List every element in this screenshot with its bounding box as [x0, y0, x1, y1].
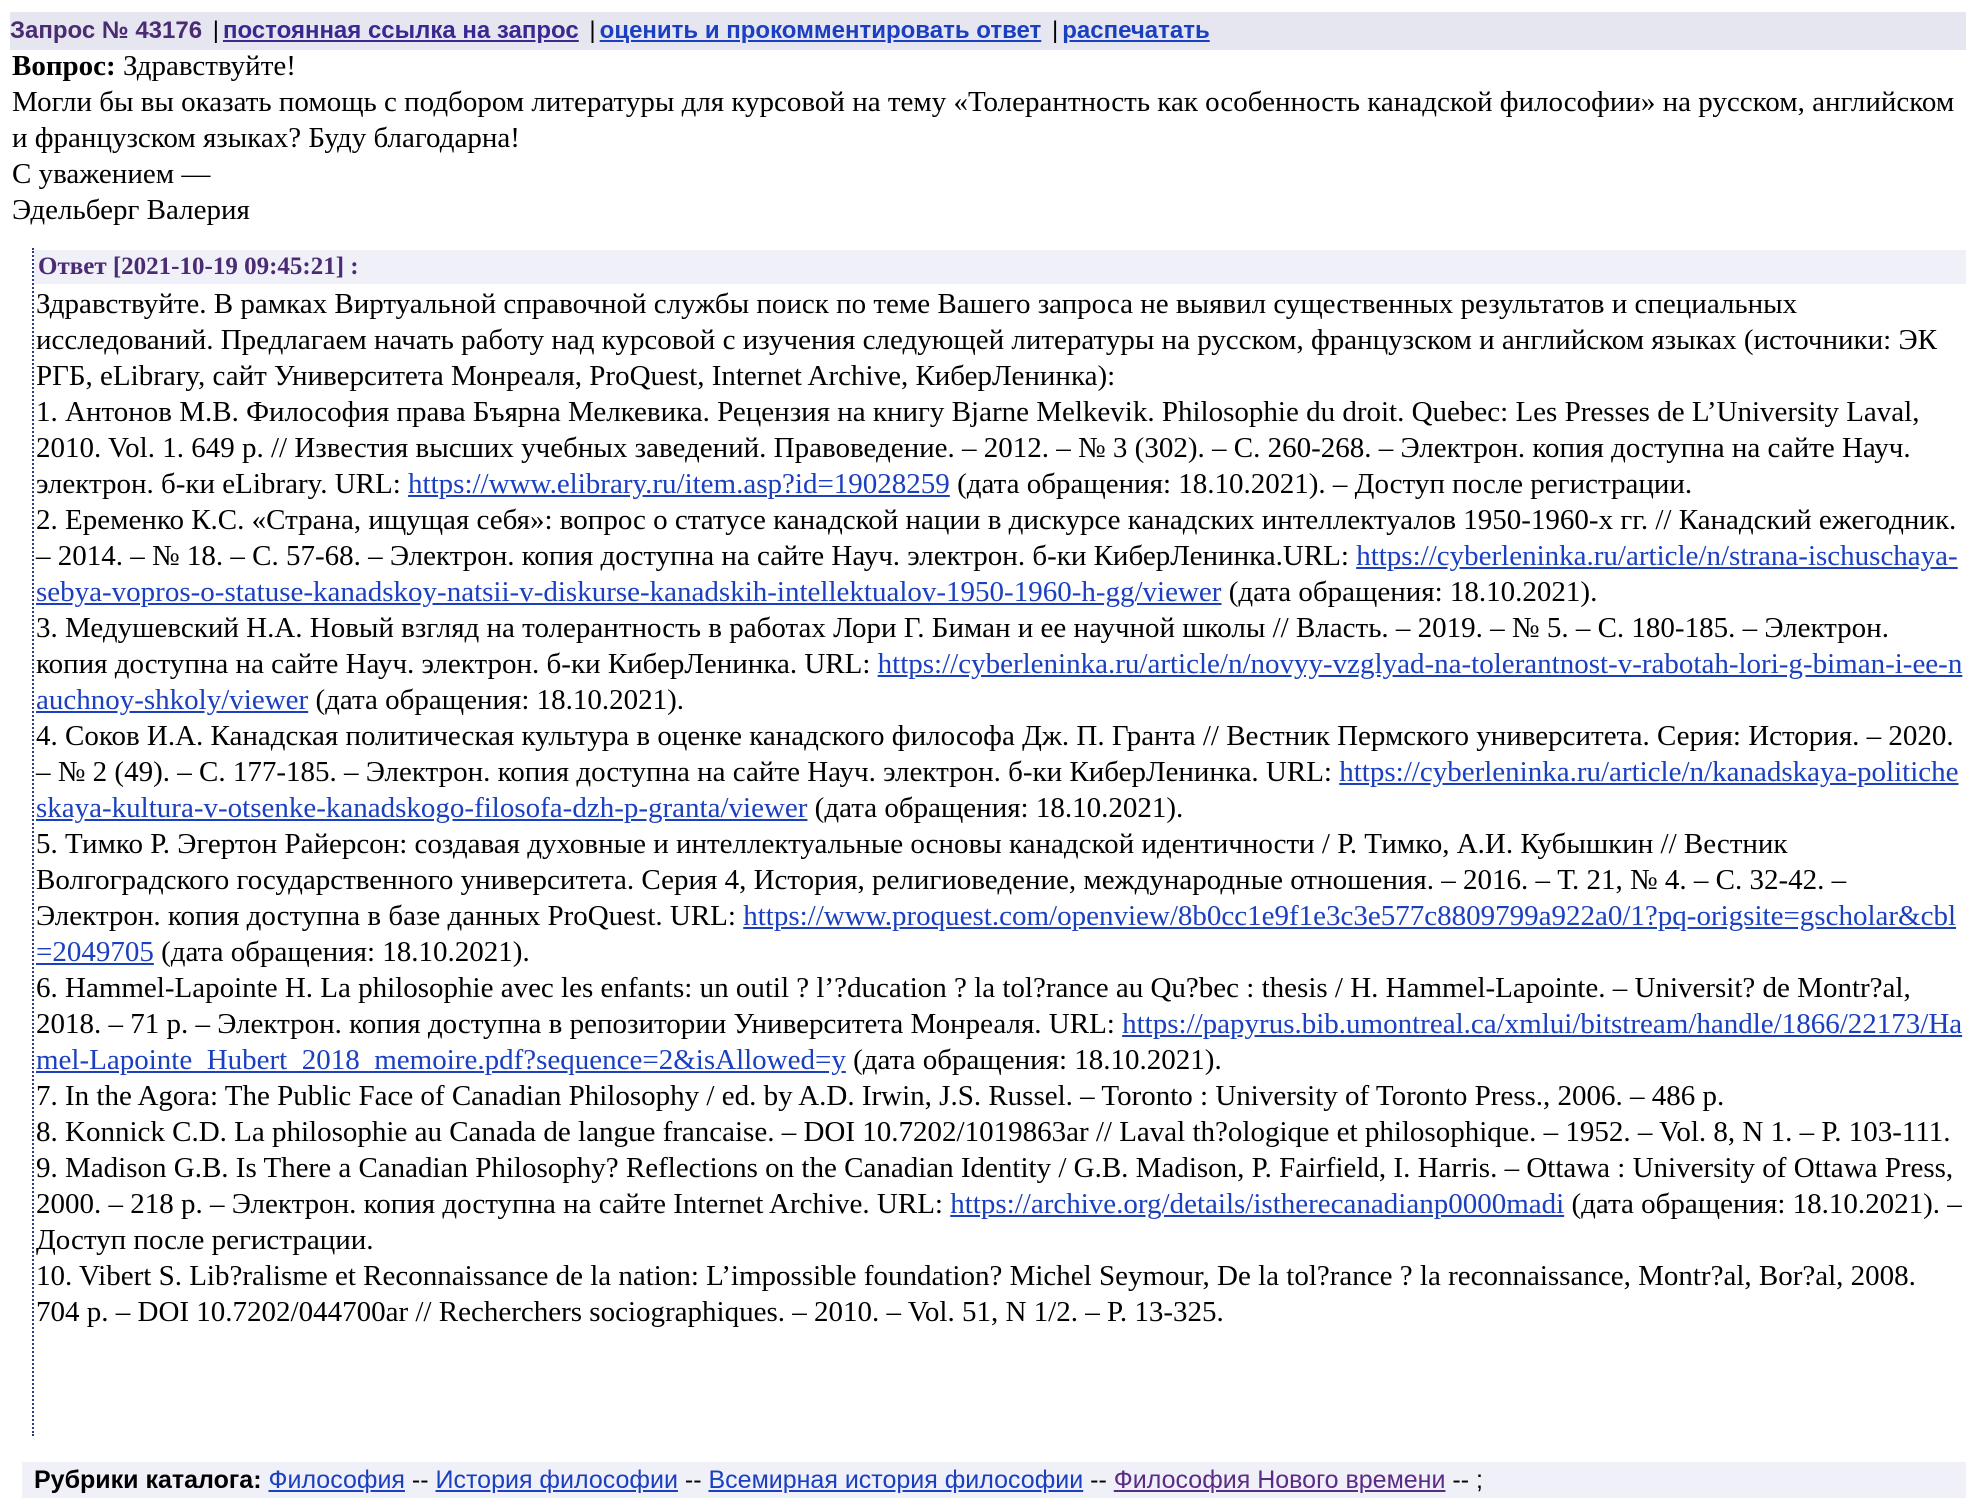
reference-text: 6. Hammel-Lapointe H. La philosophie avec les enfants: un outil ? l’?ducation ? la tol?rance au Qu?bec : thesis / H. Hammel-Lapointe. – Universit? de Montr?al, 2018. – 71 p. – Электрон. копия доступна в репозитории Университета Монреаля. URL: — [36, 972, 1911, 1040]
catalog-rubrics — [22, 1462, 1966, 1498]
rubric-separator: -- — [411, 1466, 429, 1494]
rubric-link-world-history-of-philosophy[interactable]: Всемирная история философии — [708, 1466, 1084, 1494]
rubric-separator: -- — [1090, 1466, 1107, 1494]
reference-url-link[interactable]: https://cyberleninka.ru/article/n/novyy-vzglyad-na-tolerantnost-v-rabotah-lori-g-biman-i-ee-nauchnoy-shkoly/viewer — [36, 648, 1963, 716]
reference-item — [36, 1078, 1966, 1114]
reference-access-note: (дата обращения: 18.10.2021). — [153, 936, 530, 968]
reference-text: 2. Еременко К.С. «Страна, ищущая себя»: вопрос о статусе канадской нации в дискурсе канадских интеллектуалов 1950-1960-х гг. // Канадский ежегодник. – 2014. – № 18. – С. 57-68. – Электрон. копия доступна на сайте Науч. электрон. б-ки КиберЛенинка.URL: — [36, 504, 1957, 572]
reference-text: 5. Тимко Р. Эгертон Райерсон: создавая духовные и интеллектуальные основы канадской идентичности / Р. Тимко, А.И. Кубышкин // Вестник Волгоградского государственного университета. Серия 4, История, религиоведение, международные отношения. – 2016. – Т. 21, № 4. – С. 32-42. – Электрон. копия доступна в базе данных ProQuest. URL: — [36, 828, 1847, 932]
print-link[interactable]: распечатать — [1062, 17, 1210, 44]
question-first-line — [12, 48, 1962, 84]
rubrics-label: Рубрики каталога: — [34, 1466, 262, 1494]
reference-item — [36, 1114, 1966, 1150]
rubric-link-history-of-philosophy[interactable]: История философии — [435, 1466, 678, 1494]
reference-url-link[interactable]: https://archive.org/details/istherecanadianp0000madi — [950, 1188, 1565, 1220]
question-closing: С уважением — — [12, 158, 211, 190]
answer-intro: Здравствуйте. В рамках Виртуальной справочной службы поиск по теме Вашего запроса не выявил существенных результатов и специальных исследований. Предлагаем начать работу над курсовой с изучения следующей литературы на русском, французском и английском языках (источники: ЭК РГБ, eLibrary, сайт Университета Монреаля, ProQuest, Internet Archive, КиберЛенинка): — [36, 288, 1937, 392]
header-separator: | — [589, 17, 596, 44]
question-label: Вопрос: — [12, 50, 116, 82]
rubric-separator: -- — [684, 1466, 702, 1494]
reference-text: 9. Madison G.B. Is There a Canadian Philosophy? Reflections on the Canadian Identity / G.B. Madison, P. Fairfield, I. Harris. – Ottawa : University of Ottawa Press, 2000. – 218 p. – Электрон. копия доступна на сайте Internet Archive. URL: — [36, 1152, 1954, 1220]
answer-body — [36, 286, 1966, 1330]
reference-item — [36, 826, 1966, 970]
reference-text: 7. In the Agora: The Public Face of Canadian Philosophy / ed. by A.D. Irwin, J.S. Russel. – Toronto : University of Toronto Press., 2006. – 486 p. — [36, 1080, 1725, 1112]
reference-item — [36, 610, 1966, 718]
question-block — [12, 48, 1962, 228]
reference-text: 1. Антонов М.В. Философия права Бъярна Мелкевика. Рецензия на книгу Bjarne Melkevik. Philosophie du droit. Quebec: Les Presses de L’University Laval, 2010. Vol. 1. 649 p. // Известия высших учебных заведений. Правоведение. – 2012. – № 3 (302). – С. 260-268. – Электрон. копия доступна на сайте Науч. электрон. б-ки eLibrary. URL: — [36, 396, 1920, 500]
rubric-link-philosophy[interactable]: Философия — [268, 1466, 405, 1494]
answer-header: Ответ [2021-10-19 09:45:21] : — [34, 250, 1966, 284]
permalink-link[interactable]: постоянная ссылка на запрос — [222, 17, 579, 44]
reference-text: 4. Соков И.А. Канадская политическая культура в оценке канадского философа Дж. П. Гранта // Вестник Пермского университета. Серия: История. – 2020. – № 2 (49). – С. 177-185. – Электрон. копия доступна на сайте Науч. электрон. б-ки КиберЛенинка. URL: — [36, 720, 1954, 788]
reference-item — [36, 1258, 1966, 1330]
reference-url-link[interactable]: https://www.proquest.com/openview/8b0cc1e9f1e3c3e577c8809799a922a0/1?pq-origsite=gscholar&cbl=2049705 — [36, 900, 1957, 968]
reference-access-note: (дата обращения: 18.10.2021). — [807, 792, 1184, 824]
reference-text: 10. Vibert S. Lib?ralisme et Reconnaissance de la nation: L’impossible foundation? Michel Seymour, De la tol?rance ? la reconnaissance, Montr?al, Bor?al, 2008. 704 p. – DOI 10.7202/044700ar // Recherchers sociographiques. – 2010. – Vol. 51, N 1/2. – P. 13-325. — [36, 1260, 1916, 1328]
request-header — [10, 12, 1966, 50]
question-author: Эдельберг Валерия — [12, 194, 250, 226]
reference-access-note: (дата обращения: 18.10.2021). — [845, 1044, 1222, 1076]
rate-answer-link[interactable]: оценить и прокомментировать ответ — [599, 17, 1042, 44]
reference-access-note: (дата обращения: 18.10.2021). – Доступ после регистрации. — [949, 468, 1693, 500]
answer-block — [32, 248, 1968, 1436]
rubric-end: -- ; — [1452, 1466, 1483, 1494]
question-text: Могли бы вы оказать помощь с подбором литературы для курсовой на тему «Толерантность как особенность канадской философии» на русском, английском и французском языках? Буду благодарна! — [12, 86, 1955, 154]
header-separator: | — [1051, 17, 1059, 44]
question-greeting: Здравствуйте! — [122, 50, 296, 82]
reference-access-note: (дата обращения: 18.10.2021). — [308, 684, 685, 716]
reference-access-note: (дата обращения: 18.10.2021). – Доступ после регистрации. — [36, 1188, 1962, 1256]
reference-url-link[interactable]: https://www.elibrary.ru/item.asp?id=19028259 — [408, 468, 950, 500]
reference-list — [36, 394, 1966, 1330]
rubric-link-modern-philosophy[interactable]: Философия Нового времени — [1113, 1466, 1446, 1494]
reference-url-link[interactable]: https://cyberleninka.ru/article/n/strana-ischuschaya-sebya-vopros-o-statuse-kanadskoy-natsii-v-diskurse-kanadskih-intellektualov-1950-1960-h-gg/viewer — [36, 540, 1958, 608]
reference-item — [36, 970, 1966, 1078]
header-separator: | — [212, 17, 219, 44]
reference-url-link[interactable]: https://cyberleninka.ru/article/n/kanadskaya-politicheskaya-kultura-v-otsenke-kanadskogo-filosofa-dzh-p-granta/viewer — [36, 756, 1959, 824]
reference-url-link[interactable]: https://papyrus.bib.umontreal.ca/xmlui/bitstream/handle/1866/22173/Hamel-Lapointe_Hubert_2018_memoire.pdf?sequence=2&isAllowed=y — [36, 1008, 1963, 1076]
reference-item — [36, 502, 1966, 610]
reference-item — [36, 394, 1966, 502]
reference-item — [36, 718, 1966, 826]
reference-item — [36, 1150, 1966, 1258]
request-number: Запрос № 43176 — [10, 17, 203, 44]
reference-access-note: (дата обращения: 18.10.2021). — [1221, 576, 1598, 608]
reference-text: 3. Медушевский Н.А. Новый взгляд на толерантность в работах Лори Г. Биман и ее научной школы // Власть. – 2019. – № 5. – С. 180-185. – Электрон. копия доступна на сайте Науч. электрон. б-ки КиберЛенинка. URL: — [36, 612, 1889, 680]
reference-text: 8. Konnick C.D. La philosophie au Canada de langue francaise. – DOI 10.7202/1019863ar // Laval th?ologique et philosophique. – 1952. – Vol. 8, N 1. – P. 103-111. — [36, 1116, 1951, 1148]
